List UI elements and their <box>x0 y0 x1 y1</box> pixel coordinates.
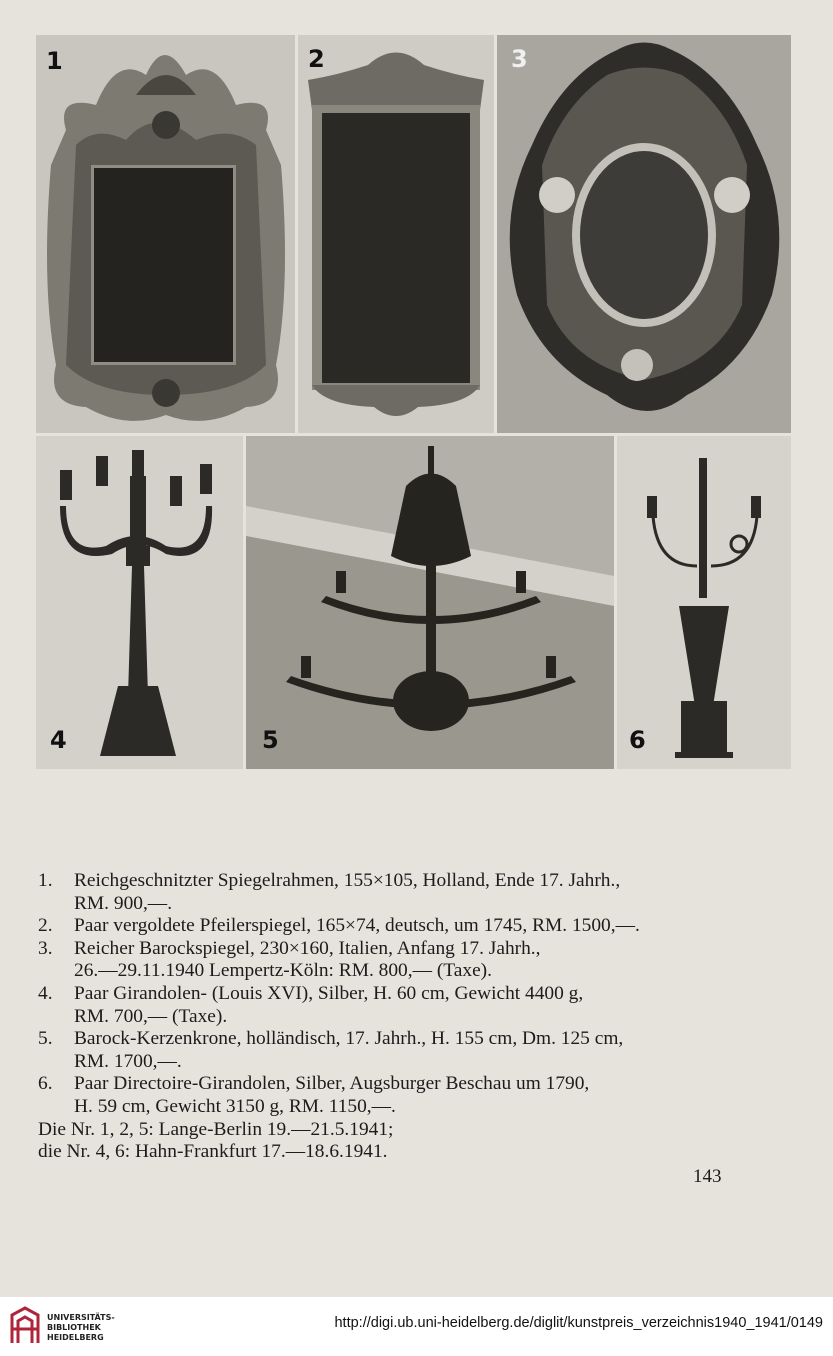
library-name-line: BIBLIOTHEK <box>47 1323 101 1332</box>
chandelier-illustration <box>246 436 614 769</box>
caption-number: 5. <box>38 1028 53 1050</box>
caption-item-6 <box>38 1073 798 1118</box>
directoire-girandole-illustration <box>617 436 791 769</box>
plate-3-image <box>497 35 791 433</box>
plate-number-6: 6 <box>629 726 646 754</box>
plate-4-image <box>36 436 243 769</box>
caption-line: Reichgeschnitzter Spiegelrahmen, 155×105, Holland, Ende 17. Jahrh., <box>74 870 621 891</box>
library-name-line: HEIDELBERG <box>47 1333 104 1342</box>
caption-line: Paar Girandolen- (Louis XVI), Silber, H. 60 cm, Gewicht 4400 g, <box>74 982 584 1004</box>
page-number: 143 <box>693 1166 722 1187</box>
caption-line: Reicher Barockspiegel, 230×160, Italien, Anfang 17. Jahrh., <box>74 937 541 959</box>
caption-text <box>74 1028 798 1073</box>
plate-number-4: 4 <box>50 726 67 754</box>
provenance-note-2: die Nr. 4, 6: Hahn-Frankfurt 17.—18.6.1941. <box>38 1141 388 1163</box>
plate-number-5: 5 <box>262 726 279 754</box>
caption-line: 26.—29.11.1940 Lempertz-Köln: RM. 800,— (Taxe). <box>74 960 492 982</box>
permalink-url[interactable]: http://digi.ub.uni-heidelberg.de/diglit/kunstpreis_verzeichnis1940_1941/0149 <box>334 1315 823 1331</box>
caption-text <box>74 915 798 938</box>
plate-number-3: 3 <box>511 45 528 73</box>
caption-line: RM. 1700,—. <box>74 1050 182 1072</box>
caption-text <box>74 983 798 1028</box>
caption-item-2 <box>38 915 798 938</box>
caption-line: H. 59 cm, Gewicht 3150 g, RM. 1150,—. <box>74 1095 396 1117</box>
pier-mirror-illustration <box>298 35 494 433</box>
caption-item-1 <box>38 870 798 915</box>
caption-line: RM. 700,— (Taxe). <box>74 1005 228 1027</box>
plate-number-2: 2 <box>308 45 325 73</box>
caption-line: RM. 900,—. <box>74 892 173 914</box>
caption-line: Paar Directoire-Girandolen, Silber, Augsburger Beschau um 1790, <box>74 1073 590 1095</box>
caption-item-4 <box>38 983 798 1028</box>
plate-1-image <box>36 35 295 433</box>
caption-number: 2. <box>38 915 53 937</box>
caption-line: Barock-Kerzenkrone, holländisch, 17. Jahrh., H. 155 cm, Dm. 125 cm, <box>74 1028 624 1050</box>
caption-number: 6. <box>38 1073 53 1095</box>
oval-baroque-mirror-illustration <box>497 35 791 433</box>
university-library-logo-icon[interactable] <box>8 1305 42 1347</box>
caption-text <box>74 938 798 983</box>
caption-number: 4. <box>38 982 53 1004</box>
caption-number: 1. <box>38 870 53 891</box>
caption-text <box>74 1073 798 1118</box>
plate-number-1: 1 <box>46 47 63 75</box>
caption-list <box>38 870 798 1164</box>
plate-6-image <box>617 436 791 769</box>
girandole-candelabrum-illustration <box>36 436 243 769</box>
library-footer <box>0 1297 833 1356</box>
caption-text <box>74 870 798 915</box>
plate-2-image <box>298 35 494 433</box>
provenance-note-1: Die Nr. 1, 2, 5: Lange-Berlin 19.—21.5.1941; <box>38 1118 394 1140</box>
library-name[interactable] <box>47 1313 115 1343</box>
library-name-line: UNIVERSITÄTS- <box>47 1313 115 1322</box>
caption-item-5 <box>38 1028 798 1073</box>
plate-5-image <box>246 436 614 769</box>
carved-mirror-frame-illustration <box>36 35 295 433</box>
caption-line: Paar vergoldete Pfeilerspiegel, 165×74, deutsch, um 1745, RM. 1500,—. <box>74 915 640 937</box>
caption-number: 3. <box>38 937 53 959</box>
caption-item-3 <box>38 938 798 983</box>
